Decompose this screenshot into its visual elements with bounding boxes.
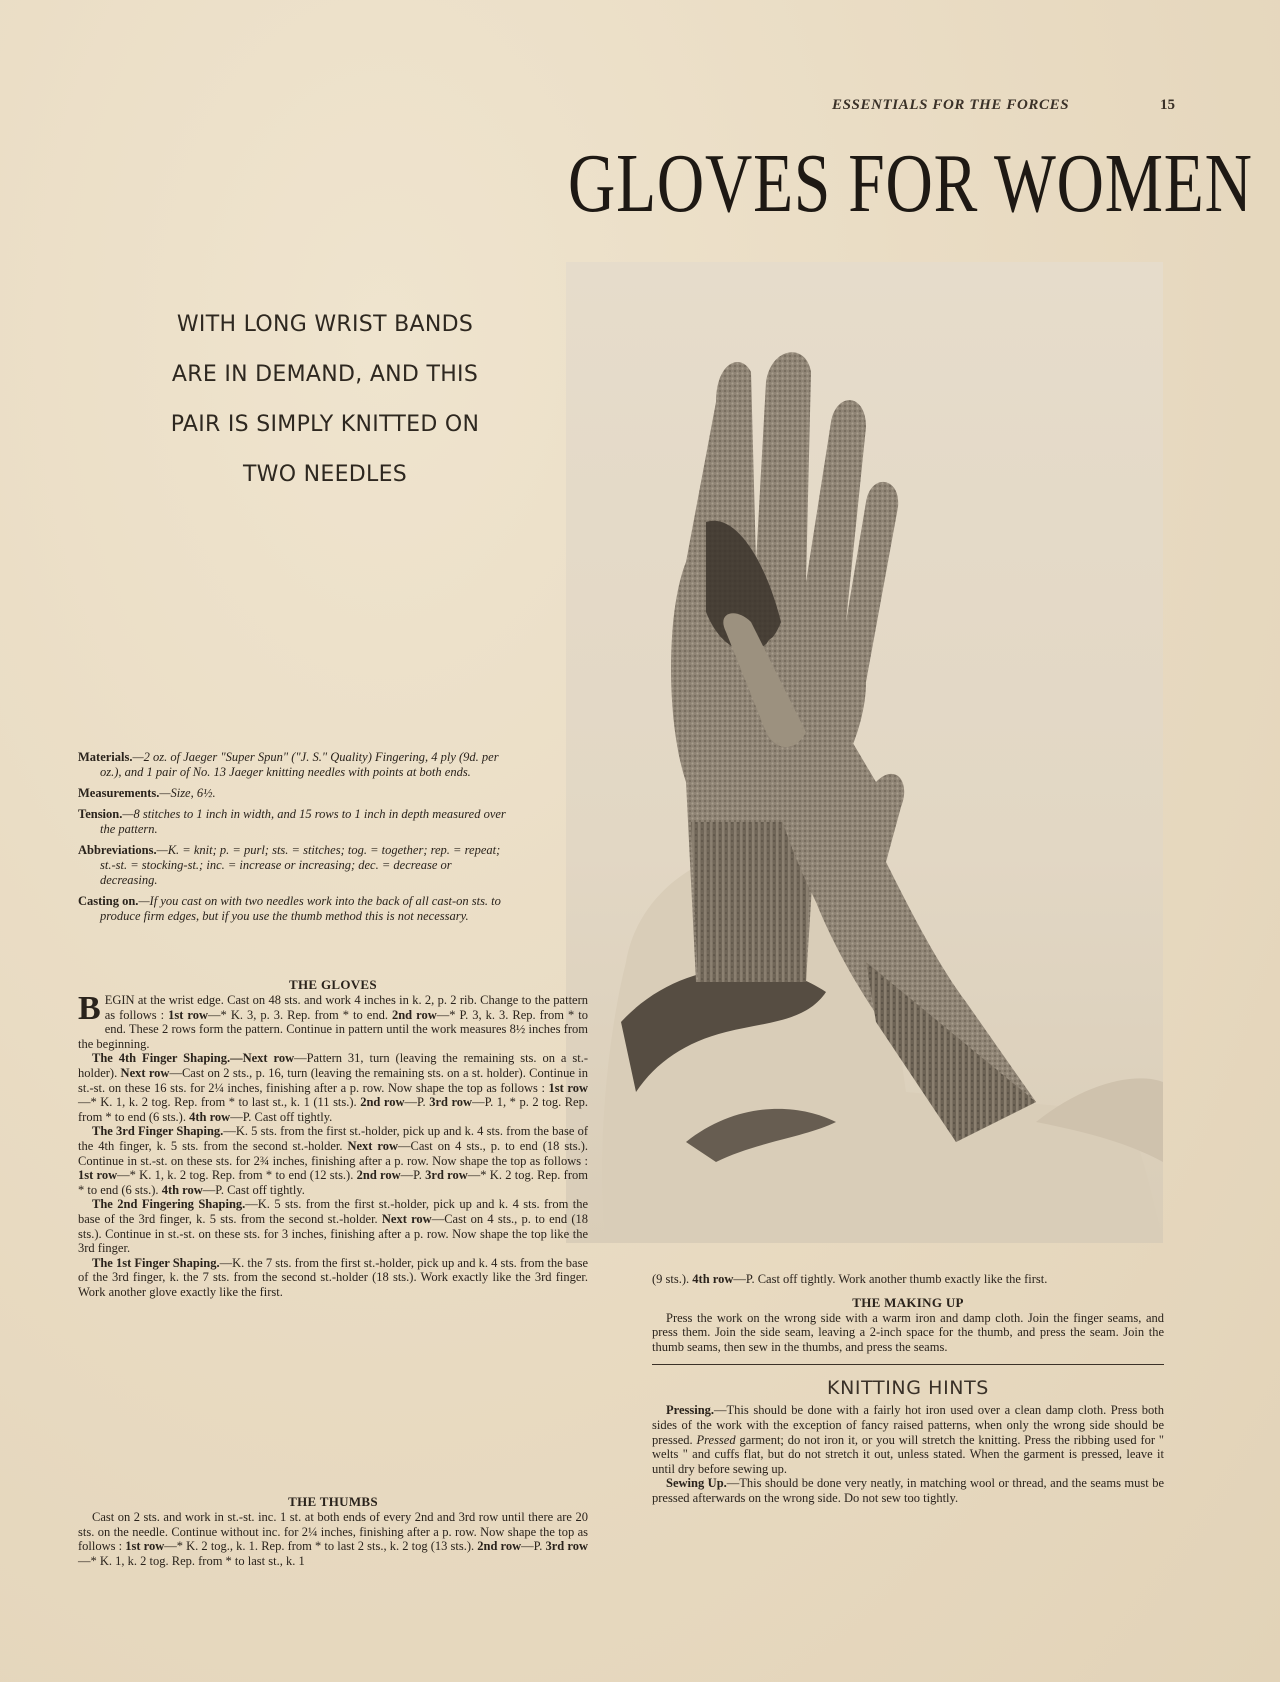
- gloves-photo: [566, 262, 1163, 1243]
- drop-cap: B: [78, 990, 101, 1027]
- section-title-making-up: THE MAKING UP: [852, 1294, 964, 1310]
- page-number: 15: [1160, 97, 1175, 113]
- spec-casting-on: Casting on.—If you cast on with two needles work into the back of all cast-on sts. to produce firm edges, but if you use the thumb method this is not necessary.: [78, 894, 501, 923]
- first-finger-paragraph: The 1st Finger Shaping.—K. the 7 sts. from the first st.-holder, pick up and k. 4 sts. from the base of the 3rd finger, k. the 7 sts. from the second st.-holder (18 sts.). Work exactly like the 3rd finger. Work another glove exactly like the first.: [78, 1255, 588, 1299]
- section-title-knitting-hints: KNITTING HINTS: [827, 1377, 989, 1400]
- making-up-paragraph: Press the work on the wrong side with a warm iron and damp cloth. Join the finger seams, and press them. Join the side seam, leaving a 2-inch space for the thumb, and press the seam. Join the thumb seams, then sew in the thumbs, and press the seams.: [652, 1310, 1164, 1354]
- subtitle-block: [140, 300, 510, 500]
- spec-materials: Materials.—2 oz. of Jaeger "Super Spun" ("J. S." Quality) Fingering, 4 ply (9d. per oz.), and 1 pair of No. 13 Jaeger knitting needles with points at both ends.: [78, 750, 499, 779]
- pattern-specifications: [78, 750, 508, 930]
- running-header-title: ESSENTIALS FOR THE FORCES: [832, 97, 1070, 113]
- section-title: THE THUMBS: [288, 1494, 378, 1509]
- section-divider: [652, 1364, 1164, 1365]
- gloved-hands-illustration: [566, 262, 1163, 1243]
- spec-measurements: Measurements.—Size, 6½.: [78, 786, 216, 800]
- section-title: THE GLOVES: [289, 977, 377, 992]
- second-finger-paragraph: The 2nd Fingering Shaping.—K. 5 sts. from the first st.-holder, pick up and k. 4 sts. from the base of the 3rd finger, k. 5 sts. from the second st.-holder. Next row—Cast on 4 sts., p. to end (18 sts.). Continue in st.-st. on these sts. for 3 inches, finishing after a p. row. Now shape the top like the 3rd finger.: [78, 1197, 588, 1256]
- spec-tension: Tension.—8 stitches to 1 inch in width, and 15 rows to 1 inch in depth measured over the pattern.: [78, 807, 506, 836]
- thumbs-paragraph: Cast on 2 sts. and work in st.-st. inc. 1 st. at both ends of every 2nd and 3rd row until there are 20 sts. on the needle. Continue without inc. for 2¼ inches, finishing after a p. row. Now shape the top as follows : 1st row—* K. 2 tog., k. 1. Rep. from * to last 2 sts., k. 2 tog (13 sts.). 2nd row—P. 3rd row—* K. 1, k. 2 tog. Rep. from * to last st., k. 1: [78, 1510, 588, 1568]
- section-the-gloves: [78, 977, 588, 1299]
- third-finger-paragraph: The 3rd Finger Shaping.—K. 5 sts. from the first st.-holder, pick up and k. 4 sts. from the base of the 4th finger, k. 5 sts. from the second st.-holder. Next row—Cast on 4 sts., p. to end (18 sts.). Continue in st.-st. on these sts. for 2¾ inches, finishing after a p. row. Now shape the top as follows : 1st row—* K. 1, k. 2 tog. Rep. from * to end (12 sts.). 2nd row—P. 3rd row—* K. 2 tog. Rep. from * to end (6 sts.). 4th row—P. Cast off tightly.: [78, 1124, 588, 1197]
- spec-abbreviations: Abbreviations.—K. = knit; p. = purl; sts. = stitches; tog. = together; rep. = repeat; st.-st. = stocking-st.; inc. = increase or increasing; dec. = decrease or decreasing.: [78, 843, 501, 887]
- thumbs-continuation-paragraph: (9 sts.). 4th row—P. Cast off tightly. Work another thumb exactly like the first.: [652, 1272, 1048, 1286]
- section-the-thumbs: [78, 1494, 588, 1568]
- right-column: [652, 1272, 1164, 1506]
- subtitle-line: PAIR IS SIMPLY KNITTED ON: [170, 412, 480, 437]
- fourth-finger-paragraph: The 4th Finger Shaping.—Next row—Pattern 31, turn (leaving the remaining sts. on a st.-holder). Next row—Cast on 2 sts., p. 16, turn (leaving the remaining sts. on a st. holder). Continue in st.-st. on these 16 sts. for 2¼ inches, finishing after a p. row. Now shape the top as follows : 1st row—* K. 1, k. 2 tog. Rep. from * to last st., k. 1 (11 sts.). 2nd row—P. 3rd row—P. 1, * p. 2 tog. Rep. from * to end (6 sts.). 4th row—P. Cast off tightly.: [78, 1051, 589, 1124]
- sewing-up-hint-paragraph: Sewing Up.—This should be done very neatly, in matching wool or thread, and the seams must be pressed afterwards on the wrong side. Do not sew too tightly.: [652, 1476, 1164, 1505]
- page-headline: GLOVES FOR WOMEN: [568, 137, 1253, 230]
- subtitle-line: TWO NEEDLES: [242, 462, 408, 487]
- subtitle-line: WITH LONG WRIST BANDS: [176, 312, 474, 337]
- subtitle-line: ARE IN DEMAND, AND THIS: [171, 362, 479, 387]
- gloves-intro-paragraph: BEGIN at the wrist edge. Cast on 48 sts. and work 4 inches in k. 2, p. 2 rib. Change to the pattern as follows : 1st row—* K. 3, p. 3. Rep. from * to end. 2nd row—* P. 3, k. 3. Rep. from * to end. These 2 rows form the pattern. Continue in pattern until the work measures 8½ inches from the beginning.: [78, 990, 588, 1051]
- pressing-hint-paragraph: Pressing.—This should be done with a fairly hot iron used over a clean damp cloth. Press both sides of the work with the exception of fancy raised patterns, when only the wrong side should be pressed. Pressed garment; do not iron it, or you will stretch the knitting. Press the ribbing used for " welts " and cuffs flat, but do not stretch it out, unless stated. When the garment is pressed, leave it until dry before sewing up.: [652, 1403, 1164, 1476]
